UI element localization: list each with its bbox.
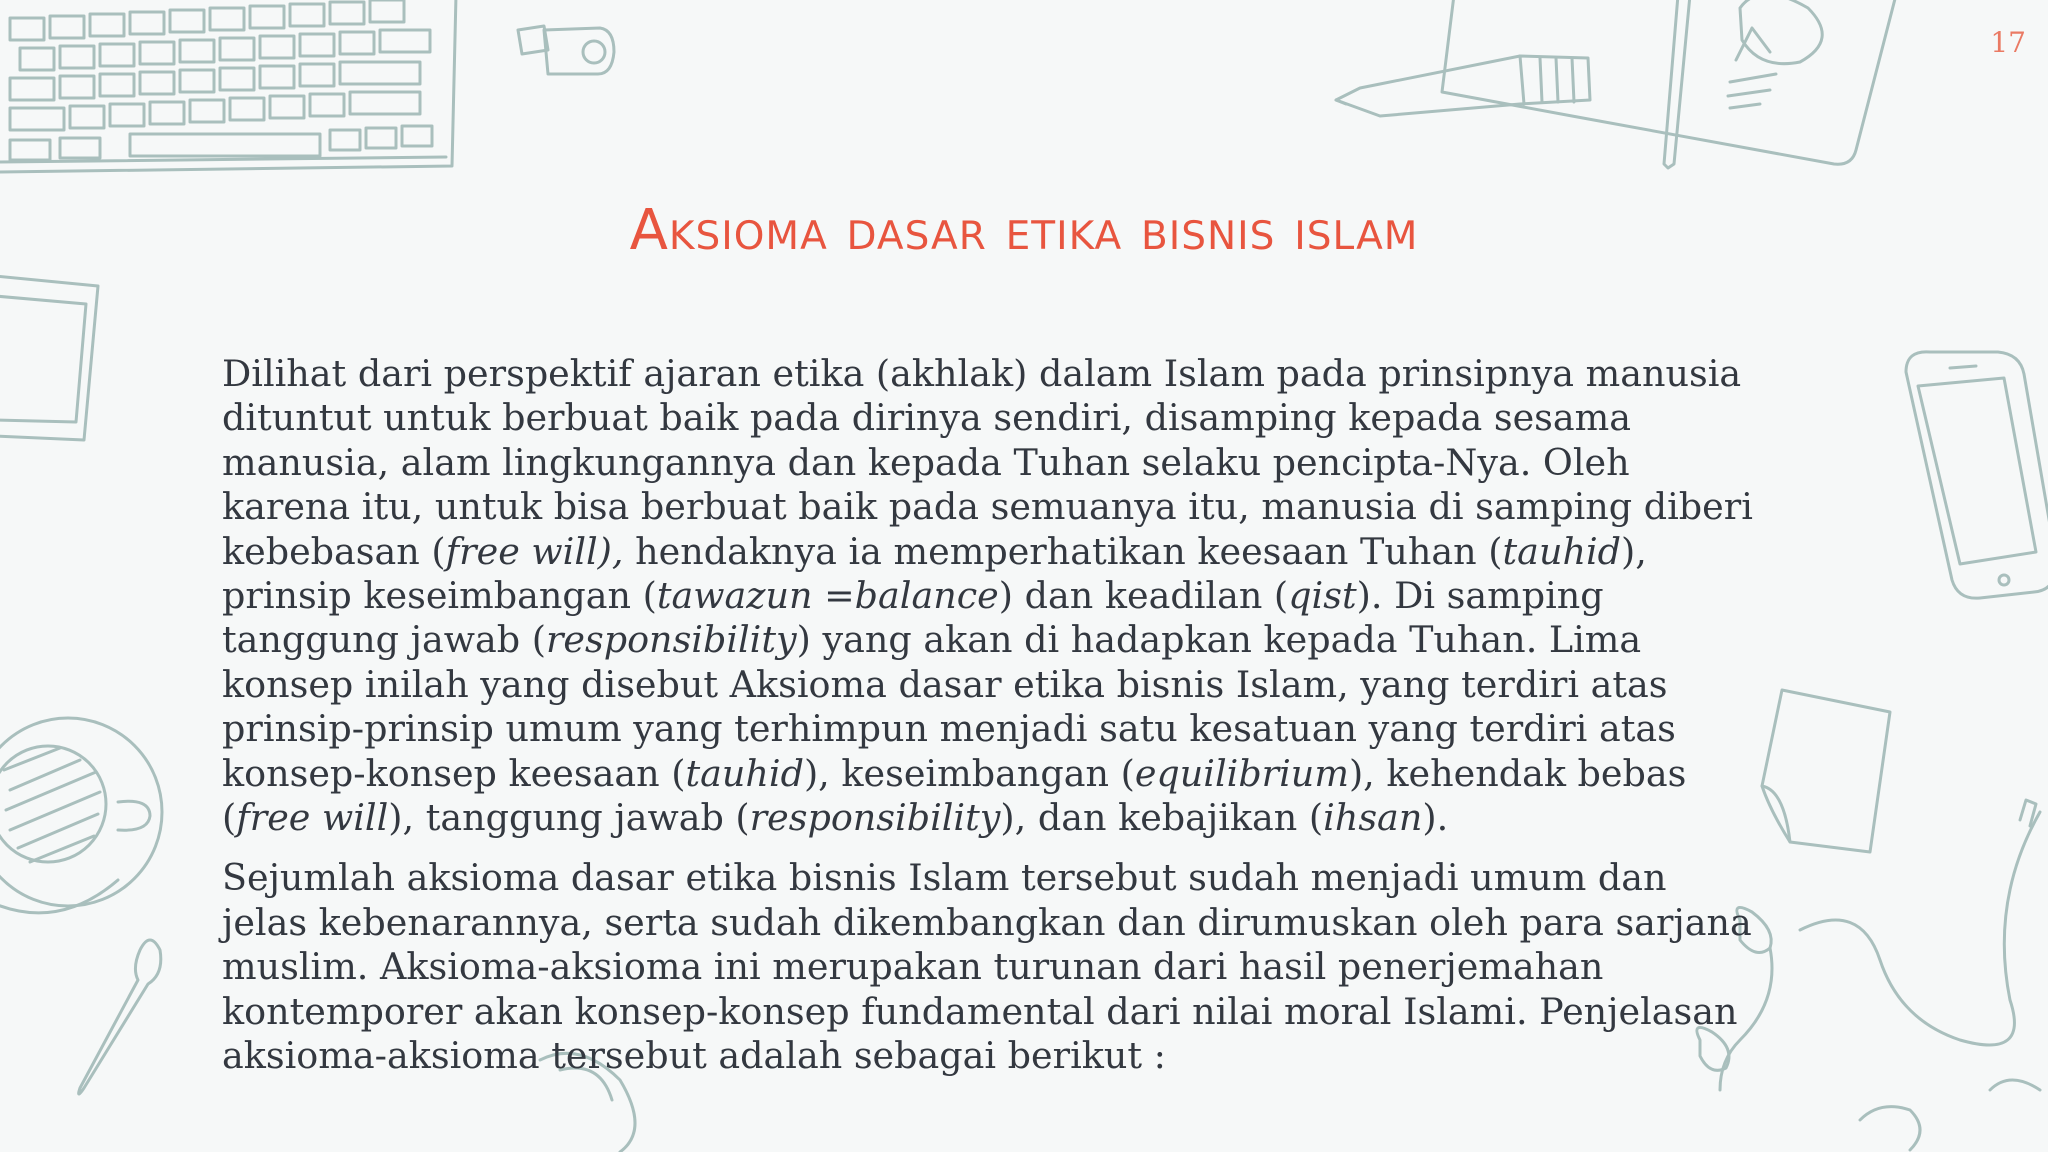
- slide-body: [222, 352, 1762, 1095]
- text-run: ), dan kebajikan (: [1000, 796, 1324, 840]
- text-run: ), keseimbangan (: [803, 751, 1135, 795]
- sticky-note-icon: [1762, 690, 1890, 852]
- usb-drive-icon: [518, 26, 614, 74]
- italic-term: responsibility: [749, 796, 1001, 840]
- italic-term: free will: [236, 796, 389, 840]
- text-run: ), prinsip keseimbangan (: [222, 529, 1647, 618]
- italic-term: tawazun =balance: [656, 574, 999, 618]
- italic-term: free will),: [445, 529, 624, 573]
- page-number: 17: [1990, 26, 2026, 59]
- slide-title: Aksioma dasar etika bisnis islam: [629, 198, 1419, 263]
- italic-term: equilibrium: [1134, 751, 1349, 795]
- text-run: ). Di samping tanggung jawab (: [222, 574, 1604, 662]
- text-run: ), kehendak bebas (: [222, 751, 1687, 840]
- smartphone-icon: [1906, 352, 2048, 598]
- spoon-icon: [79, 940, 161, 1094]
- text-run: ).: [1422, 796, 1449, 840]
- notebook-icon: [1442, 0, 1896, 168]
- text-run: Dilihat dari perspektif ajaran etika (akhlak) dalam Islam pada prinsipnya manusia dituntut untuk berbuat baik pada dirinya sendiri, disamping kepada sesama manusia, alam lingkungannya dan kepada Tuhan selaku pencipta-Nya. Oleh karena itu, untuk bisa berbuat baik pada semuanya itu, manusia di samping diberi kebebasan (: [222, 352, 1753, 573]
- italic-term: tauhid: [685, 751, 804, 795]
- paragraph-1: [222, 352, 1762, 840]
- italic-term: qist: [1288, 574, 1357, 618]
- marker-icon: [1336, 56, 1590, 116]
- italic-term: ihsan: [1323, 796, 1423, 840]
- italic-term: responsibility: [545, 618, 797, 662]
- text-run: ), tanggung jawab (: [388, 796, 750, 840]
- coffee-cup-icon: [0, 718, 162, 913]
- photo-frame-icon: [0, 276, 98, 440]
- text-run: ) yang akan di hadapkan kepada Tuhan. Lima konsep inilah yang disebut Aksioma dasar etika bisnis Islam, yang terdiri atas prinsip-prinsip umum yang terhimpun menjadi satu kesatuan yang terdiri atas konsep-konsep keesaan (: [222, 618, 1676, 795]
- keyboard-icon: [0, 0, 456, 172]
- paragraph-2: Sejumlah aksioma dasar etika bisnis Islam tersebut sudah menjadi umum dan jelas kebenarannya, serta sudah dikembangkan dan dirumuskan oleh para sarjana muslim. Aksioma-aksioma ini merupakan turunan dari hasil penerjemahan kontemporer akan konsep-konsep fundamental dari nilai moral Islami. Penjelasan aksioma-aksioma tersebut adalah sebagai berikut :: [222, 856, 1752, 1078]
- text-run: ) dan keadilan (: [998, 574, 1289, 618]
- text-run: hendaknya ia memperhatikan keesaan Tuhan (: [623, 529, 1503, 573]
- italic-term: tauhid: [1502, 529, 1621, 573]
